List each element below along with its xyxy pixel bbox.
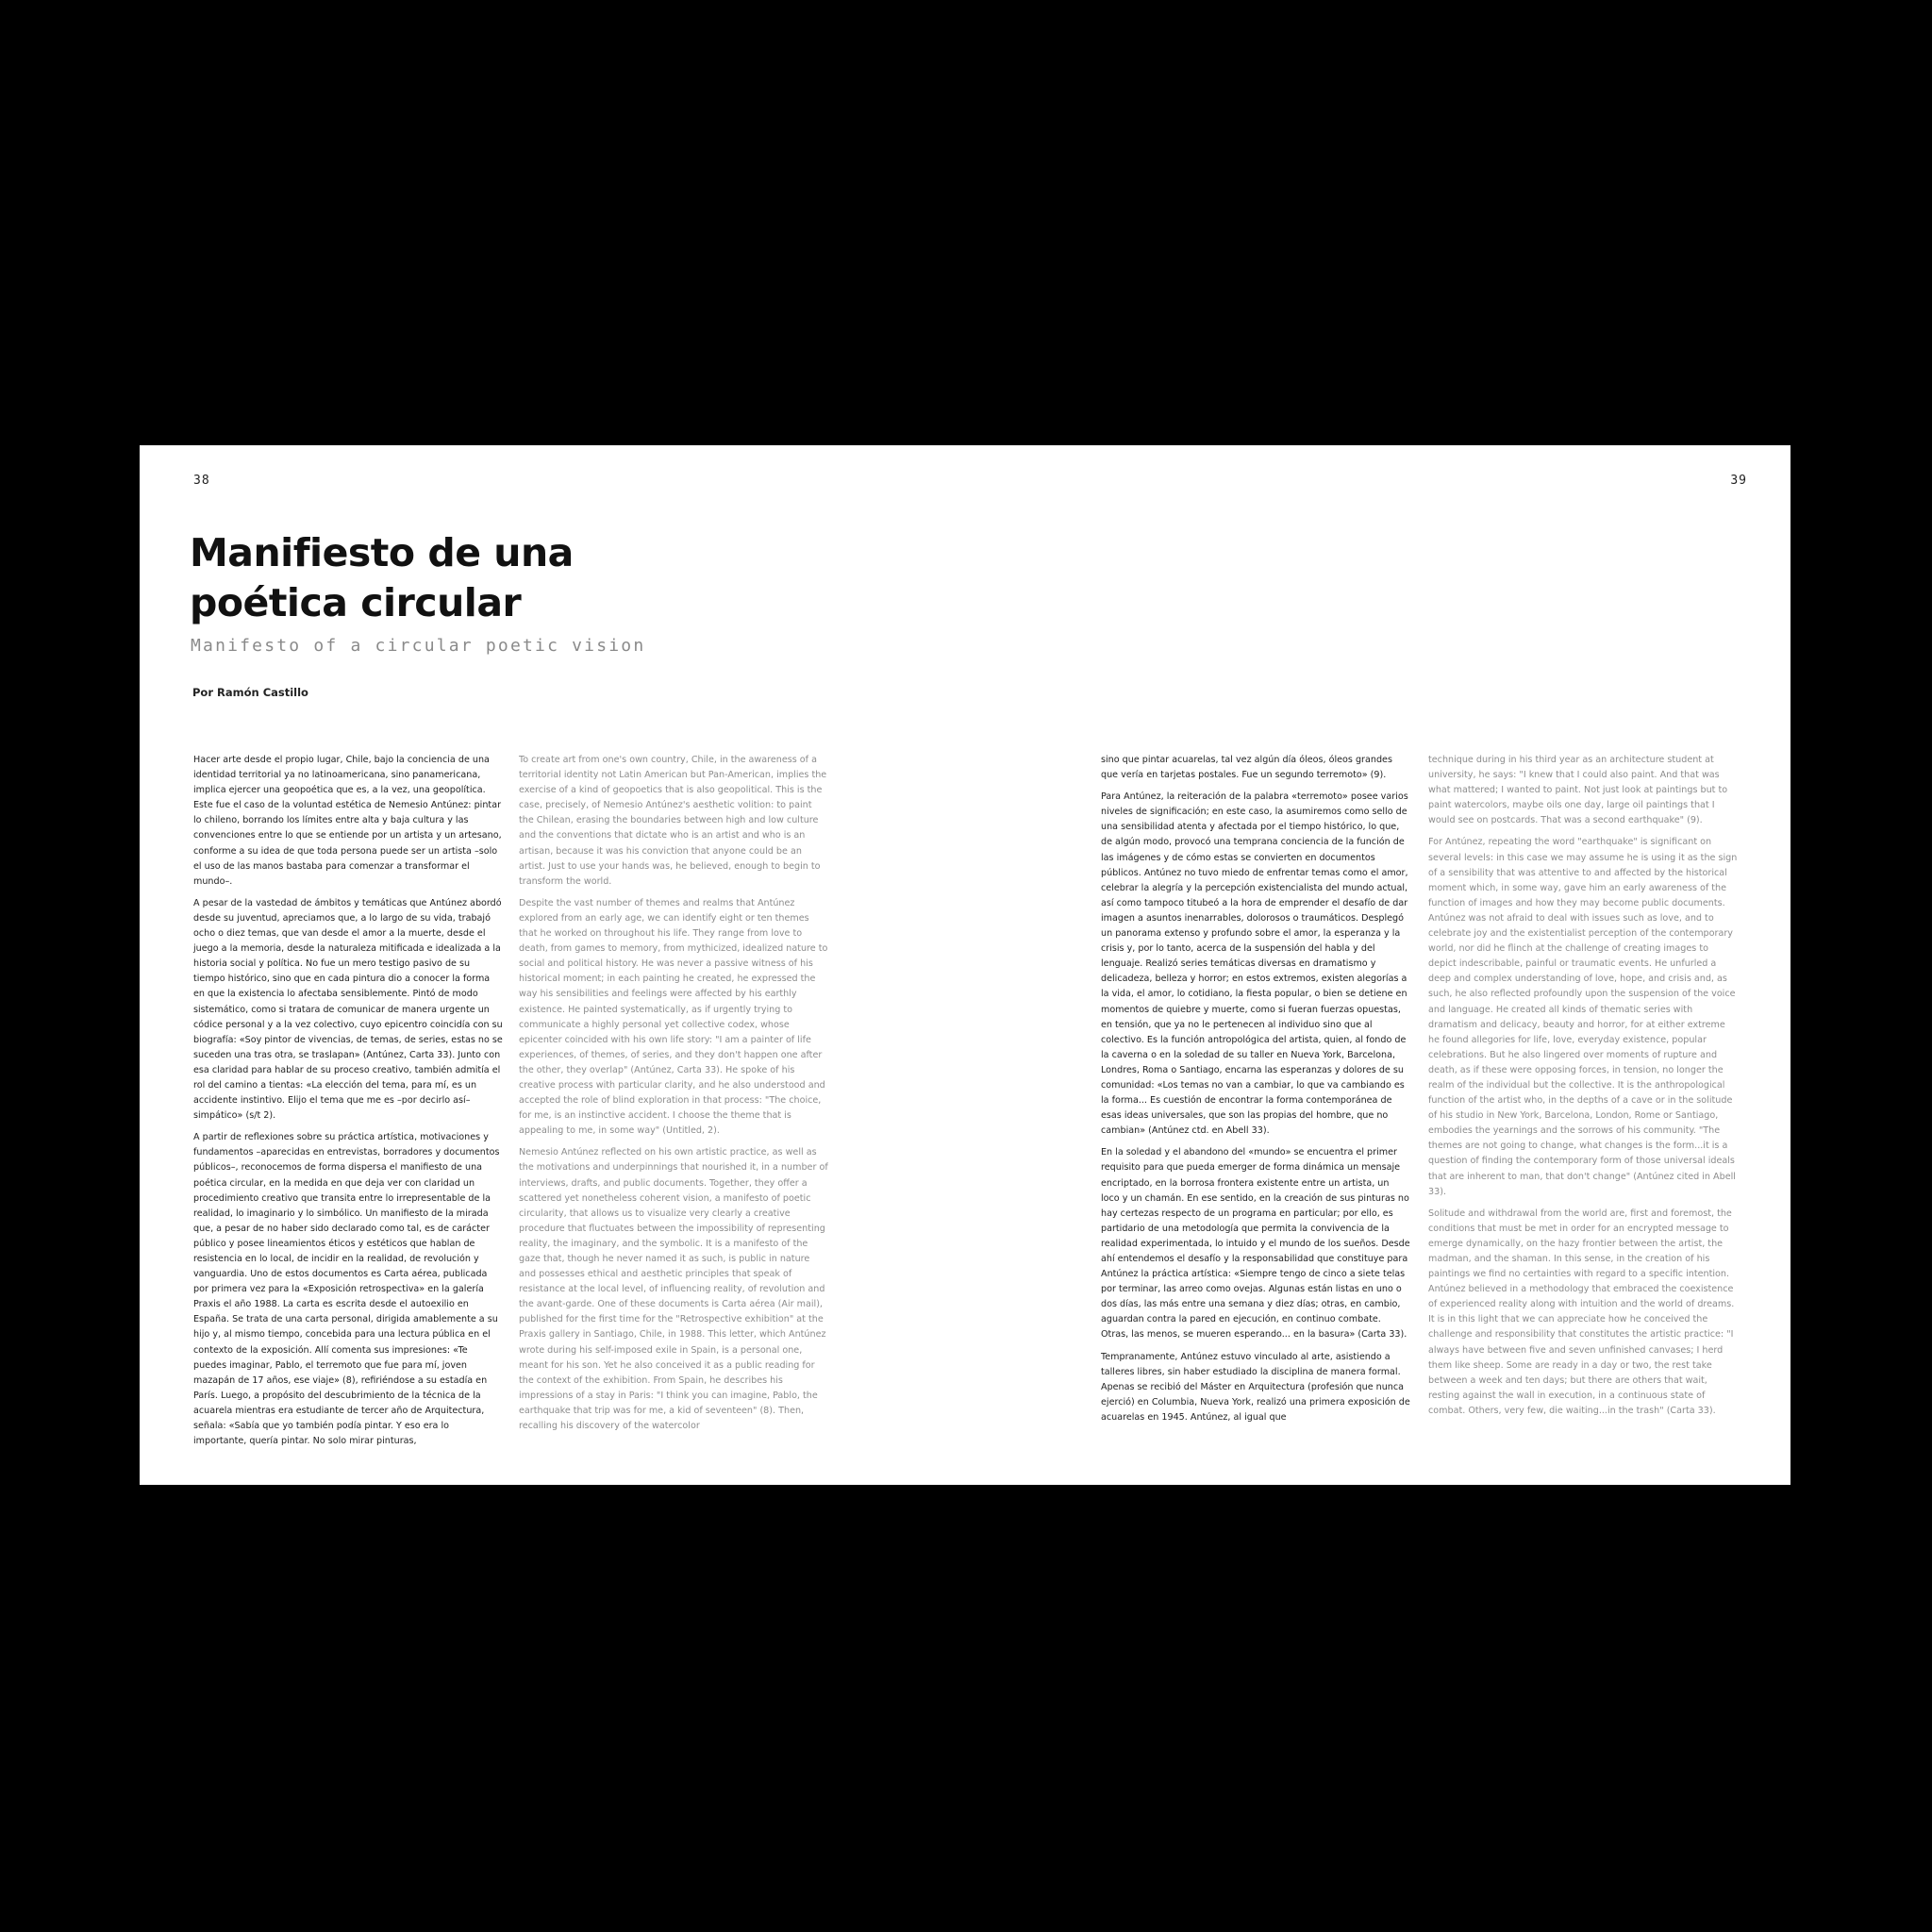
page-number-right: 39 bbox=[1730, 474, 1747, 488]
paragraph: technique during in his third year as an architecture student at university, he says: "I knew that I could also paint. And that was what mattered; I wanted to paint. Not just look at paintings but to paint watercolors, maybe oils one day, large oil paintings that I would see on postcards. That was a second earthquake" (9). bbox=[1428, 755, 1728, 826]
paragraph: Nemesio Antúnez reflected on his own artistic practice, as well as the motivations and underpinnings that nourished it, in a number of interviews, drafts, and public documents. Together, they offer a scattered yet nonetheless coherent vision, a manifesto of poetic circularity, that allows us to visualize very clearly a creative procedure that fluctuates between the impossibility of representing reality, the imaginary, and the symbolic. It is a manifesto of the gaze that, though he never named it as such, is public in nature and possesses ethical and aesthetic principles that speak of resistance at the local level, of influencing reality, of revolution and the avant-garde. One of these documents is Carta aérea (Air mail), published for the first time for the "Retrospective exhibition" at the Praxis gallery in Santiago, Chile, in 1988. This letter, which Antúnez wrote during his self-imposed exile in Spain, is a personal one, meant for his son. Yet he also conceived it as a public reading for the context of the exhibition. From Spain, he describes his impressions of a stay in Paris: "I think you can imagine, Pablo, the earthquake that trip was for me, a kid of seventeen" (8). Then, recalling his discovery of the watercolor bbox=[519, 1147, 828, 1432]
paragraph: Despite the vast number of themes and realms that Antúnez explored from an early age, we can identify eight or ten themes that he worked on throughout his life. They range from love to death, from games to memory, from mythicized, idealized nature to social and political history. He was never a passive witness of his historical moment; in each painting he created, he expressed the way his sensibilities and feelings were affected by his earthly existence. He painted systematically, as if urgently trying to communicate a highly personal yet collective codex, whose epicenter coincided with his own life story: "I am a painter of life experiences, of themes, of series, and they don't happen one after the other, they overlap" (Antúnez, Carta 33). He spoke of his creative process with particular clarity, and he also understood and accepted the role of blind exploration in that process: "The choice, for me, is an instinctive accident. I choose the theme that is appealing to me, in some way" (Untitled, 2). bbox=[519, 897, 828, 1137]
page-number-left: 38 bbox=[193, 474, 210, 488]
title-line-1: Manifiesto de una bbox=[190, 530, 574, 575]
byline: Por Ramón Castillo bbox=[192, 686, 308, 699]
paragraph: En la soledad y el abandono del «mundo» se encuentra el primer requisito para que pueda emerger de forma dinámica un mensaje encriptado, en la borrosa frontera existente entre un artista, un loco y un chamán. En ese sentido, en la creación de sus pinturas no hay certezas respecto de un programa en particular; por ello, es partidario de una metodología que permita la convivencia de la realidad experimentada, lo intuido y el mundo de los sueños. Desde ahí entendemos el desafío y la responsabilidad que constituye para Antúnez la práctica artística: «Siempre tengo de cinco a siete telas por terminar, las arreo como ovejas. Algunas están listas en uno o dos días, las más entre una semana y diez días; otras, en cambio, aguardan contra la pared en ejecución, en continuo combate. Otras, las menos, se mueren esperando... en la basura» (Carta 33). bbox=[1101, 1147, 1410, 1341]
text-column-spanish-right bbox=[1101, 753, 1410, 1432]
paragraph: Solitude and withdrawal from the world are, first and foremost, the conditions that must be met in order for an encrypted message to emerge dynamically, on the hazy frontier between the artist, the madman, and the shaman. In this sense, in the creation of his paintings we find no certainties with regard to a specific intention. Antúnez believed in a methodology that embraced the coexistence of experienced reality along with intuition and the world of dreams. It is in this light that we can appreciate how he conceived the challenge and responsibility that constitutes the artistic practice: "I always have between five and seven unfinished canvases; I herd them like sheep. Some are ready in a day or two, the rest take between a week and ten days; but there are others that wait, resting against the wall in execution, in a continuous state of combat. Others, very few, die waiting...in the trash" (Carta 33). bbox=[1428, 1208, 1735, 1416]
article-subtitle: Manifesto of a circular poetic vision bbox=[191, 636, 646, 656]
paragraph: Hacer arte desde el propio lugar, Chile, bajo la conciencia de una identidad territorial ya no latinoamericana, sino panamericana, implica ejercer una geopoética que es, a la vez, una geopolítica. Este fue el caso de la voluntad estética de Nemesio Antúnez: pintar lo chileno, borrando los límites entre alta y baja cultura y las convenciones entre lo que se entiende por un artista y un artesano, conforme a su idea de que toda persona puede ser un artista –solo el uso de las manos bastaba para comenzar a transformar el mundo–. bbox=[193, 755, 502, 887]
article-title bbox=[190, 528, 869, 628]
paragraph: Para Antúnez, la reiteración de la palabra «terremoto» posee varios niveles de significación; en este caso, la asumiremos como sello de una sensibilidad atenta y afectada por el tiempo histórico, lo que, de algún modo, provocó una temprana conciencia de la función de las imágenes y de cómo estas se convierten en documentos públicos. Antúnez no tuvo miedo de enfrentar temas como el amor, celebrar la alegría y la percepción existencialista del mundo actual, así como tampoco titubeó a la hora de emprender el desafío de dar imagen a asuntos inenarrables, dolorosos o traumáticos. Desplegó un panorama extenso y profundo sobre el amor, la esperanza y la crisis y, por lo tanto, acerca de la suspensión del habla y del lenguaje. Realizó series temáticas diversas en dramatismo y delicadeza, belleza y horror; en estos extremos, existen alegorías a la vida, el amor, lo cotidiano, la fiesta popular, o bien se detiene en momentos de quiebre y muerte, como si fueran fuerzas opuestas, en tensión, que ya no le pertenecen al individuo sino que al colectivo. Es la función antropológica del artista, quien, al fondo de la caverna o en la soledad de su taller en Nueva York, Barcelona, Londres, Roma o Santiago, encarna las esperanzas y dolores de su comunidad: «Los temas no van a cambiar, lo que va cambiando es la forma... Es cuestión de encontrar la forma contemporánea de esas ideas universales, que son las propias del hombre, que no cambian» (Antúnez ctd. en Abell 33). bbox=[1101, 791, 1408, 1137]
title-line-2: poética circular bbox=[190, 580, 522, 625]
paragraph: A pesar de la vastedad de ámbitos y temáticas que Antúnez abordó desde su juventud, apreciamos que, a lo largo de su vida, trabajó ocho o diez temas, que van desde el amor a la muerte, desde el juego a la memoria, desde la naturaleza mitificada e idealizada a la historia social y política. No fue un mero testigo pasivo de su tiempo histórico, sino que en cada pintura dio a conocer la forma en que la existencia lo afectaba sensiblemente. Pintó de modo sistemático, como si tratara de comunicar de manera urgente un códice personal y a la vez colectivo, cuyo epicentro coincidía con su biografía: «Soy pintor de vivencias, de temas, de series, estas no se suceden una tras otra, se traslapan» (Antúnez, Carta 33). Junto con esa claridad para hablar de su proceso creativo, también admitía el rol del camino a tientas: «La elección del tema, para mí, es un accidente instintivo. Elijo el tema que me es –por decirlo así– simpático» (s/t 2). bbox=[193, 897, 503, 1122]
text-column-spanish-left bbox=[193, 753, 503, 1456]
paragraph: sino que pintar acuarelas, tal vez algún día óleos, óleos grandes que vería en tarjetas postales. Fue un segundo terremoto» (9). bbox=[1101, 755, 1392, 781]
paragraph: Tempranamente, Antúnez estuvo vinculado al arte, asistiendo a talleres libres, sin haber estudiado la disciplina de manera formal. Apenas se recibió del Máster en Arquitectura (profesión que nunca ejerció) en Columbia, Nueva York, realizó una primera exposición de acuarelas en 1945. Antúnez, al igual que bbox=[1101, 1351, 1410, 1423]
book-spread bbox=[140, 445, 1790, 1485]
text-column-english-left bbox=[519, 753, 828, 1441]
paragraph: For Antúnez, repeating the word "earthquake" is significant on several levels: in this case we may assume he is using it as the sign of a sensibility that was attentive to and affected by the historical moment which, in some way, gave him an early awareness of the function of images and how they may become public documents. Antúnez was not afraid to deal with issues such as love, and to celebrate joy and the existentialist perception of the contemporary world, nor did he flinch at the challenge of creating images to depict indescribable, painful or traumatic events. He unfurled a deep and complex understanding of love, hope, and crisis and, as such, he also reflected profoundly upon the suspension of the voice and language. He created all kinds of thematic series with dramatism and delicacy, beauty and horror, for at either extreme he found allegories for life, love, everyday existence, popular celebrations. But he also lingered over moments of rupture and death, as if these were opposing forces, in tension, no longer the realm of the individual but the collective. It is the anthropological function of the artist who, in the depths of a cave or in the solitude of his studio in New York, Barcelona, London, Rome or Santiago, embodies the yearnings and the sorrows of his community. "The themes are not going to change, what changes is the form...it is a question of finding the contemporary form of those universal ideals that are inherent to man, that don't change" (Antúnez cited in Abell 33). bbox=[1428, 837, 1738, 1197]
paragraph: To create art from one's own country, Chile, in the awareness of a territorial identity not Latin American but Pan-American, implies the exercise of a kind of geopoetics that is also geopolitical. This is the case, precisely, of Nemesio Antúnez's aesthetic volition: to paint the Chilean, erasing the boundaries between high and low culture and the conventions that dictate who is an artist and who is an artisan, because it was his conviction that anyone could be an artist. Just to use your hands was, he believed, enough to begin to transform the world. bbox=[519, 755, 827, 887]
paragraph: A partir de reflexiones sobre su práctica artística, motivaciones y fundamentos –aparecidas en entrevistas, borradores y documentos públicos–, reconocemos de forma dispersa el manifiesto de una poética circular, en la medida en que deja ver con claridad un procedimiento creativo que transita entre lo irrepresentable de la realidad, lo imaginario y lo simbólico. Un manifiesto de la mirada que, a pesar de no haber sido declarado como tal, es de carácter público y posee lineamientos éticos y estéticos que hablan de resistencia en lo local, de incidir en la realidad, de revolución y vanguardia. Uno de estos documentos es Carta aérea, publicada por primera vez para la «Exposición retrospectiva» en la galería Praxis el año 1988. La carta es escrita desde el autoexilio en España. Se trata de una carta personal, dirigida amablemente a su hijo y, al mismo tiempo, concebida para una lectura pública en el contexto de la exposición. Allí comenta sus impresiones: «Te puedes imaginar, Pablo, el terremoto que fue para mí, joven mazapán de 17 años, ese viaje» (8), refiriéndose a su estadía en París. Luego, a propósito del descubrimiento de la técnica de la acuarela mientras era estudiante de tercer año de Arquitectura, señala: «Sabía que yo también podía pintar. Y eso era lo importante, quería pintar. No solo mirar pinturas, bbox=[193, 1132, 500, 1447]
text-column-english-right bbox=[1428, 753, 1738, 1425]
